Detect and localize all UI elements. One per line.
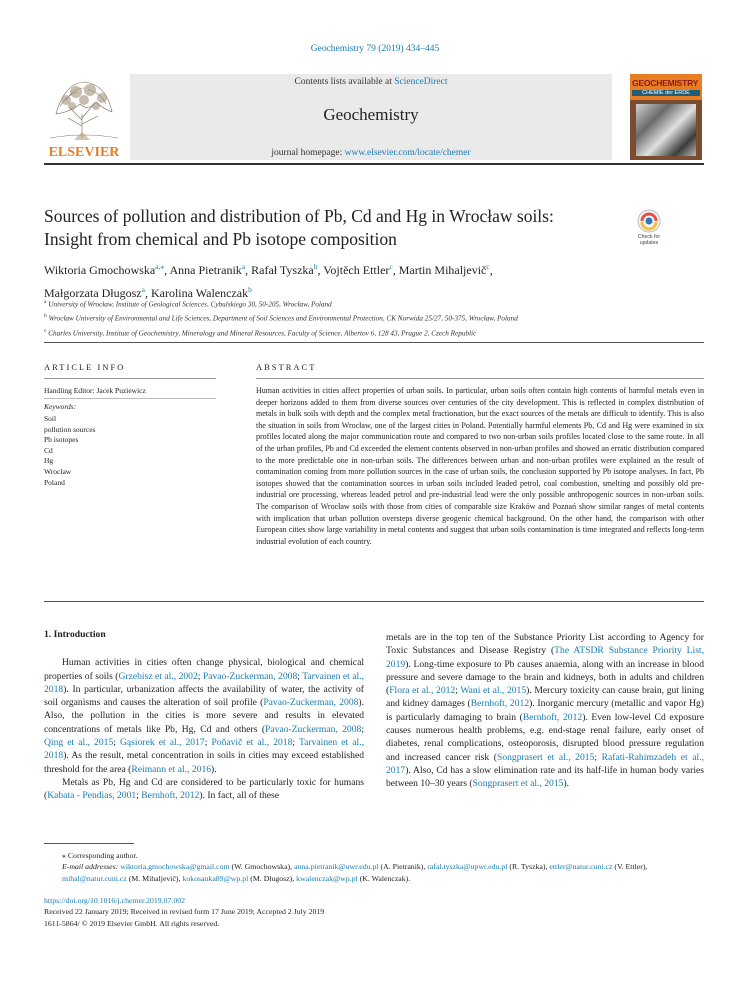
received-dates: Received 22 January 2019; Received in revised form 17 June 2019; Accepted 2 July 2019 — [44, 907, 325, 917]
paragraph-text: Metals as Pb, Hg and Cd are considered to be particularly toxic for humans ( — [44, 776, 364, 802]
paragraph-text: ; — [297, 670, 303, 682]
article-info-rule — [44, 378, 216, 379]
citation-link[interactable]: Rafati-Rahimzadeh et al., 2017 — [386, 751, 705, 776]
email-owner: (M. Mihaljevič), — [126, 873, 183, 883]
copyright-line: 1611-5864/ © 2019 Elsevier GmbH. All rights reserved. — [44, 918, 220, 928]
paragraph-text: ). Mercury toxicity can cause brain, gut lining and kidney damages ( — [386, 685, 704, 710]
affiliation-key: a — [44, 299, 47, 305]
email-owner: (V. Ettler), — [612, 862, 648, 872]
author-affil-marker[interactable]: a — [141, 285, 145, 294]
keyword: pollution sources — [44, 424, 96, 434]
paragraph-text: ). — [211, 763, 217, 775]
elsevier-wordmark: ELSEVIER — [48, 145, 120, 160]
keyword: Hg — [44, 456, 54, 466]
right-column — [386, 631, 704, 791]
paragraph-text: ). As the result, metal concentration in soils in cities may exceed established threshold for the area ( — [44, 750, 364, 775]
affiliation-text: Wrocław University of Environmental and Life Sciences, Department of Soil Sciences and Environmental Protection, CK Norwida 25/27, 50-375, Wrocław, Poland — [48, 314, 518, 323]
paragraph-text: ; — [136, 790, 142, 802]
journal-reference-link[interactable]: Geochemistry 79 (2019) 434–445 — [310, 44, 440, 54]
paragraph-text: ). Also, Cd has a slow elimination rate and its half-life in human body varies between 10–30 years ( — [386, 764, 704, 790]
citation-link[interactable]: Tarvainen et al., 2018 — [44, 737, 364, 762]
homepage-link[interactable]: www.elsevier.com/locate/chemer — [344, 148, 471, 158]
citation-link[interactable]: Qing et al., 2015 — [44, 737, 114, 749]
keyword: Soil — [44, 414, 57, 423]
citation-link[interactable]: Songprasert et al., 2015 — [496, 751, 595, 763]
citation-link[interactable]: Bernhoft, 2012 — [522, 711, 583, 723]
email-list — [62, 862, 647, 882]
homepage-prefix: journal homepage: — [271, 148, 345, 158]
check-updates-label: Check for updates — [637, 234, 661, 246]
citation-link[interactable]: Wani et al., 2015 — [460, 685, 527, 697]
author[interactable] — [169, 263, 251, 277]
email-addresses — [44, 861, 704, 884]
paragraph-text: ; — [197, 670, 203, 682]
author-affil-marker[interactable]: c — [389, 262, 393, 271]
article-info-heading: ARTICLE INFO — [44, 362, 126, 372]
affiliation-key: c — [44, 327, 47, 334]
homepage-line — [130, 148, 612, 158]
keyword: Pb isotopes — [44, 435, 79, 445]
title-line-2: Insight from chemical and Pb isotope composition — [44, 229, 397, 249]
intro-paragraph-2 — [44, 776, 364, 803]
intro-paragraph-3 — [386, 631, 704, 791]
citation-link[interactable]: Pavao-Zuckerman, 2008 — [263, 697, 359, 709]
check-for-updates-badge[interactable] — [628, 206, 670, 248]
author-affil-marker[interactable]: a,⁎ — [155, 262, 165, 271]
paragraph-text: ). Long-time exposure to Pb causes anaemia, along with an increase in blood pressure and severe damage to the brain and kidneys, both in adults and children ( — [386, 658, 704, 697]
citation-link[interactable]: Flora et al., 2012 — [389, 685, 456, 697]
paragraph-text: ). In particular, urbanization affects the availability of water, the activity of soil organisms and causes the alteration of soil profile ( — [44, 683, 364, 709]
paragraph-text: ). — [563, 778, 570, 790]
affiliation-key: b — [44, 313, 47, 320]
paragraph-text: ). Even low-level Cd exposure causes numerous health problems, e.g. end-stage renal failure, early onset of diabetes, renal complications, osteoporosis, disrupted blood pressure regulation and increased cancer risk ( — [386, 711, 704, 763]
left-column — [44, 628, 364, 803]
email-link[interactable]: mihal@natur.cuni.cz — [62, 873, 127, 883]
citation-link[interactable]: Bernhoft, 2012 — [470, 698, 530, 710]
paragraph-text: ). In fact, all of these — [199, 790, 280, 802]
affiliation-text: University of Wrocław, Institute of Geological Sciences, Cybulskiego 30, 50-205, Wrocław, Poland — [48, 300, 332, 309]
email-link[interactable]: kokosanka89@wp.pl — [182, 873, 249, 883]
citation-link[interactable]: Grzebisz et al., 2002 — [118, 670, 198, 682]
citation-link[interactable]: Kabata - Pendias, 2001 — [47, 790, 137, 802]
author-name: Małgorzata Długosz — [44, 286, 142, 300]
sciencedirect-link[interactable]: ScienceDirect — [394, 77, 448, 87]
author-separator: , — [164, 263, 170, 277]
author[interactable] — [251, 263, 323, 277]
cover-subtitle: CHEMIE der ERDE — [632, 90, 700, 96]
email-link[interactable]: ettler@natur.cuni.cz — [549, 862, 613, 872]
author-name: Martin Mihaljevič — [398, 263, 487, 277]
author-separator: , — [489, 263, 493, 277]
citation-link[interactable]: Reimann et al., 2016 — [131, 763, 212, 775]
footnotes — [44, 850, 704, 884]
author[interactable] — [323, 263, 398, 277]
keyword: Poland — [44, 477, 65, 487]
author[interactable] — [399, 263, 493, 277]
email-owner: (M. Długosz), — [248, 873, 297, 883]
paragraph-text: ). Also, the pollution in the cities is more severe and results in elevated concentrations of metals like Pb, Hg, Cd and others ( — [44, 697, 365, 735]
author-affil-marker[interactable]: b — [248, 285, 252, 294]
affiliation-list — [44, 296, 694, 339]
email-owner: (K. Walenczak). — [357, 873, 411, 883]
author-name: Anna Pietranik — [169, 263, 242, 277]
author[interactable] — [44, 263, 169, 277]
section-heading-introduction: 1. Introduction — [44, 629, 106, 640]
email-link[interactable]: wiktoria.gmochowska@gmail.com — [120, 862, 230, 872]
keyword: Cd — [44, 445, 53, 455]
paragraph-text: ). Inorganic mercury (metallic and vapor Hg) is particularly damaging to brain ( — [386, 698, 705, 723]
handling-editor: Handling Editor: Jacek Puziewicz — [44, 386, 146, 395]
affiliation — [44, 296, 694, 310]
author-separator: , — [245, 263, 252, 277]
keywords-label: Keywords: — [44, 402, 77, 411]
paragraph-text: ; — [204, 737, 212, 749]
author-name: Vojtěch Ettler — [323, 263, 390, 277]
elsevier-tree-icon — [44, 74, 124, 160]
citation-link[interactable]: The ATSDR Substance Priority List, 2019 — [386, 645, 704, 670]
affiliation — [44, 325, 694, 339]
author-separator: , — [144, 286, 151, 300]
journal-cover[interactable] — [630, 74, 702, 160]
email-owner: (A. Pietranik), — [378, 862, 428, 872]
abstract-text: Human activities in cities affect properties of urban soils. In particular, urban soils often contain high contents of harmful metals even in deeper horizons added to them from diverse sources over centuries of the city development. This is reflected in complex distribution of metals in bulk soils with depth and the complex metal fractionation, but the exact sources of the metals are difficult to identify. This is also the situation in soils from Wrocław, one of the largest cities in Poland. Potentially harmful elements Pb, Cd and Hg were examined in six profiles located along the major communication route and compared to two non-urban soils profiles located close to the same route. In all of the urban profiles, Pb and Cd exceeded the element contents observed in non-urban profiles and showed an erratic distribution compared to the more predictable one in non-urban soils. The differences between urban and non-urban profiles were explained as the result of contamination coming from more pollution sources in the case of urban soils, the conclusion supported by Pb isotope analyses. In fact, Pb isotopes showed that the contamination sources in urban soils included leaded petrol, coal combustion, smelting and possibly old pre-industrial ore processing, whereas leaded petrol and pre-industrial lead were the only possible anthropogenic sources in non-urban soils. The comparison of Wrocław soils with those from cities of comparable size Kraków and Poznań show similar ranges of metal contents with implication that urban pollution oversteps diverse geogenic chemical background. On the other hand, the comparison with other European cities show large variability in metal contents and suggest that urban soils contamination is time integrated and reflects long-term industrial evolution of each country. — [256, 386, 704, 546]
contents-prefix: Contents lists available at — [294, 77, 395, 87]
article-title — [44, 205, 614, 251]
paragraph-text: ; — [594, 751, 602, 763]
header-rule — [44, 163, 704, 165]
email-owner: (R. Tyszka), — [507, 862, 550, 872]
author-affil-marker[interactable]: c — [486, 262, 490, 271]
email-link[interactable]: anna.pietranik@uwr.edu.pl — [294, 862, 379, 872]
email-owner: (W. Gmochowska), — [229, 862, 295, 872]
title-line-1: Sources of pollution and distribution of Pb, Cd and Hg in Wrocław soils: — [44, 206, 554, 226]
intro-paragraph-1 — [44, 656, 364, 776]
section-rule — [44, 342, 704, 343]
citation-link[interactable]: Pavao-Zuckerman, 2008 — [265, 723, 362, 735]
author-separator: , — [317, 263, 324, 277]
email-link[interactable]: kwalenczak@wp.pl — [296, 873, 358, 883]
abstract-rule — [256, 378, 704, 379]
paragraph-text: ; — [361, 723, 364, 735]
citation-link[interactable]: Tarvainen et al., 2018 — [44, 670, 364, 695]
abstract-bottom-rule — [44, 601, 704, 602]
citation-link[interactable]: Songprasert et al., 2015 — [472, 778, 564, 790]
citation-link[interactable]: Gąsiorek et al., 2017 — [120, 737, 205, 749]
paragraph-text: ; — [455, 685, 461, 697]
citation-link[interactable]: Poňavič et al., 2018 — [211, 737, 293, 749]
author-affil-marker[interactable]: b — [313, 262, 318, 271]
abstract-heading: ABSTRACT — [256, 362, 317, 372]
cover-title: GEOCHEMISTRY — [632, 78, 699, 88]
cover-image — [636, 104, 696, 156]
citation-link[interactable]: Pavao-Zuckerman, 2008 — [202, 670, 298, 682]
affiliation-text: Charles University, Institute of Geochemistry, Mineralogy and Mineral Resources, Faculty of Science, Albertov 6, 128 43, Prague 2, Czech Republic — [48, 329, 477, 338]
elsevier-logo — [44, 74, 124, 160]
contents-line — [130, 77, 612, 87]
author-affil-marker[interactable]: a — [241, 262, 246, 271]
article-meta — [44, 895, 704, 929]
doi-link[interactable]: https://doi.org/10.1016/j.chemer.2019.07.002 — [44, 896, 186, 905]
author-separator: , — [392, 263, 399, 277]
author-name: Wiktoria Gmochowska — [44, 263, 156, 277]
article-info-rule-2 — [44, 398, 216, 399]
footnote-rule — [44, 843, 134, 844]
affiliation — [44, 310, 694, 324]
keyword-list — [44, 414, 95, 488]
citation-link[interactable]: Bernhoft, 2012 — [141, 790, 200, 802]
journal-name: Geochemistry — [323, 105, 419, 124]
author-name: Karolina Walenczak — [150, 286, 249, 300]
author-name: Rafał Tyszka — [251, 263, 314, 277]
paragraph-text: ; — [113, 737, 120, 749]
paragraph-text: metals are in the top ten of the Substance Priority List according to Agency for Toxic Substances and Disease Registry ( — [386, 632, 704, 657]
corresponding-author-note: ⁎ Corresponding author. — [62, 851, 138, 860]
paragraph-text: Human activities in cities often change physical, biological and chemical properties of soils ( — [44, 657, 364, 682]
email-label: E-mail addresses: — [62, 862, 121, 872]
email-link[interactable]: rafal.tyszka@upwr.edu.pl — [427, 862, 508, 872]
paragraph-text: ; — [292, 737, 299, 749]
keyword: Wrocław — [44, 466, 72, 476]
